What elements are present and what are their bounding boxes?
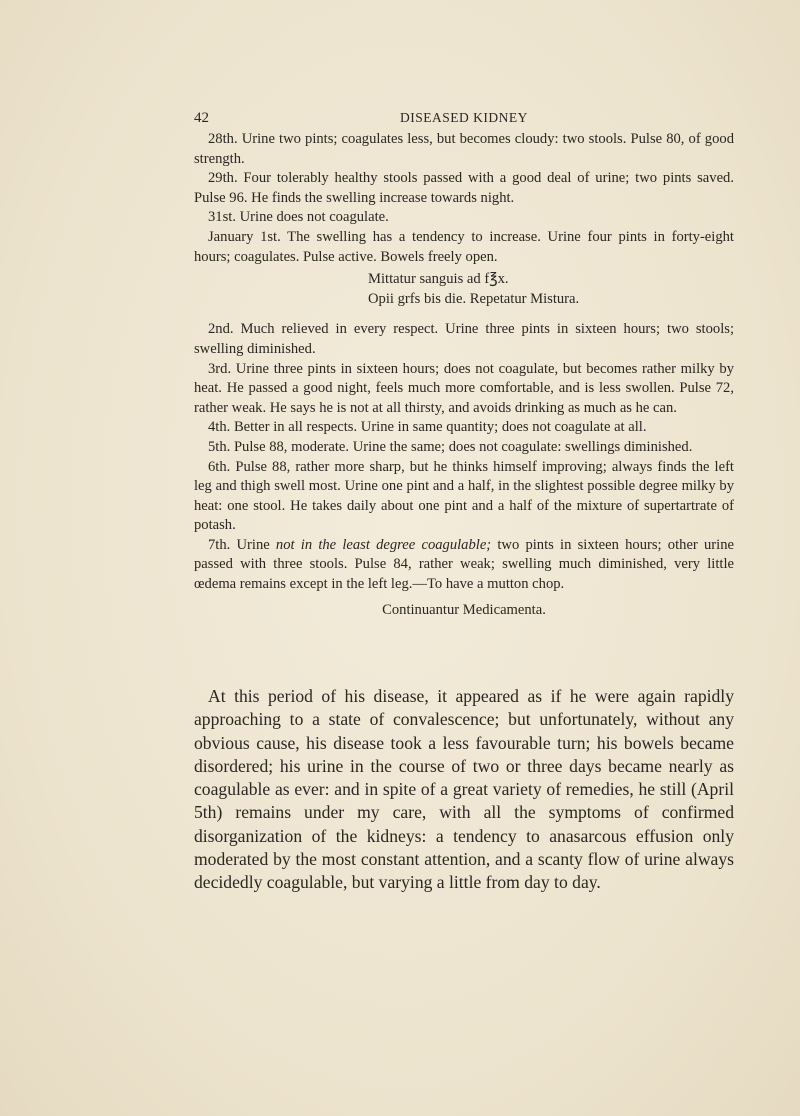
summary-paragraph: At this period of his disease, it appeared as if he were again rapidly approaching to a state of convalescence; but unfortunately, without any obvious cause, his disease took a less favourable turn; his bowels became disordered; his urine in the course of two or three days became nearly as coagulable as ever: and in spite of a great variety of remedies, he still (April 5th) remains under my care, with all the symptoms of confirmed disorganization of the kidneys: a tendency to anasarcous effusion only moderated by the most constant attention, and a scanty flow of urine always decidedly coagulable, but varying a little from day to day. <box>194 686 734 893</box>
case-notes <box>194 130 734 620</box>
continuation-note: Continuantur Medicamenta. <box>382 601 546 618</box>
entry-28th: 28th. Urine two pints; coagulates less, but becomes cloudy: two stools. Pulse 80, of good strength. <box>194 131 734 167</box>
entry-2nd: 2nd. Much relieved in every respect. Urine three pints in sixteen hours; two stools; swelling diminished. <box>194 321 734 357</box>
entry-5th: 5th. Pulse 88, moderate. Urine the same; does not coagulate: swellings diminished. <box>208 438 693 455</box>
entry-6th: 6th. Pulse 88, rather more sharp, but he thinks himself improving; always finds the left leg and thigh swell most. Urine one pint and a half, in the slightest possible degree milky by heat: one stool. He takes daily about one pint and a half of the mixture of supertartrate of potash. <box>194 458 734 534</box>
page-number: 42 <box>194 110 209 126</box>
entry-29th: 29th. Four tolerably healthy stools passed with a good deal of urine; two pints saved. Pulse 96. He finds the swelling increase towards night. <box>194 170 734 206</box>
entry-7th-lead: 7th. Urine <box>208 536 276 553</box>
entry-7th <box>194 536 734 595</box>
running-head: DISEASED KIDNEY <box>400 110 528 125</box>
entry-4th: 4th. Better in all respects. Urine in same quantity; does not coagulate at all. <box>208 419 647 436</box>
prescription-line: Mittatur sanguis ad f℥x. <box>368 271 509 288</box>
summary-section <box>194 685 734 895</box>
entry-31st: 31st. Urine does not coagulate. <box>208 209 389 226</box>
prescription-line: Opii grfs bis die. Repetatur Mistura. <box>368 290 580 307</box>
entry-7th-italic: not in the least degree coagulable; <box>275 536 492 553</box>
page-header <box>194 110 740 130</box>
entry-january-1st: January 1st. The swelling has a tendency to increase. Urine four pints in forty-eight hours; coagulates. Pulse active. Bowels freely open. <box>194 228 734 265</box>
entry-3rd: 3rd. Urine three pints in sixteen hours; does not coagulate, but becomes rather milky by heat. He passed a good night, feels much more comfortable, and is less swollen. Pulse 72, rather weak. He says he is not at all thirsty, and avoids drinking as much as he can. <box>194 360 734 416</box>
entry-7th-rest: two pints in sixteen hours; other urine passed with three stools. Pulse 84, rather weak; swelling much diminished, very little œdema remains except in the left leg.—To have a mutton chop. <box>194 536 734 593</box>
